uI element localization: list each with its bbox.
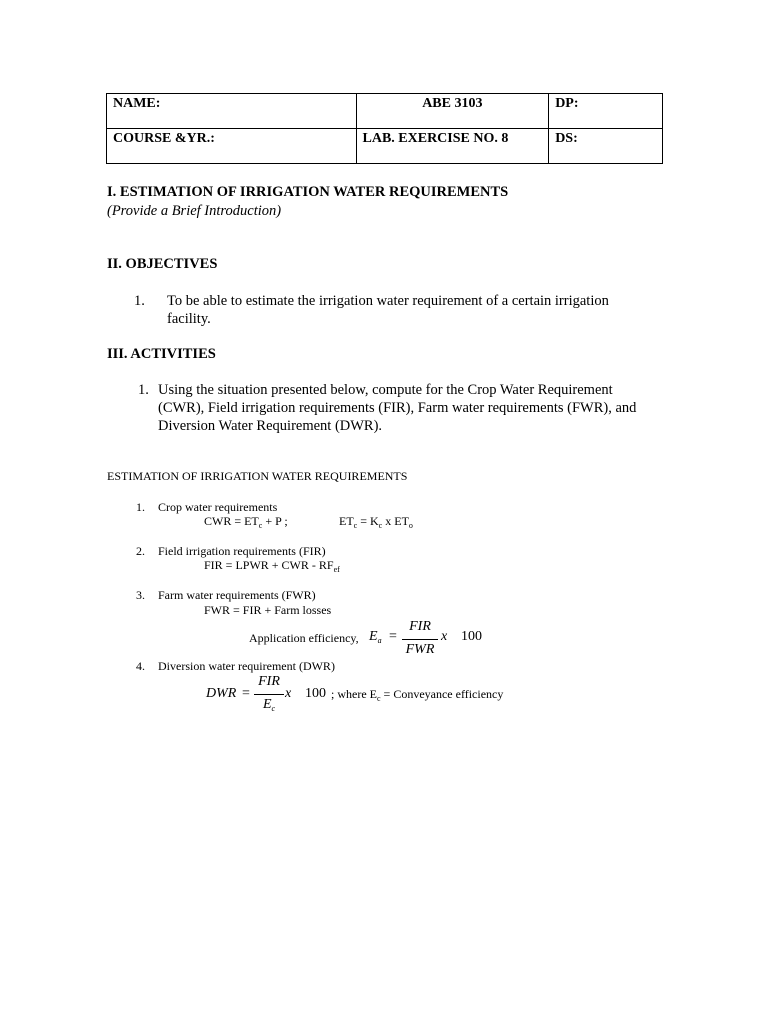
dwr-numerator: FIR xyxy=(258,674,280,689)
dp-cell xyxy=(549,94,663,129)
ea-numerator: FIR xyxy=(409,619,431,634)
est-item-4-label: Diversion water requirement (DWR) xyxy=(158,659,335,673)
course-yr-label: COURSE &YR.: xyxy=(113,131,215,146)
section-1-note: (Provide a Brief Introduction) xyxy=(107,203,282,219)
header-row-2 xyxy=(107,129,663,164)
activity-line-3: Diversion Water Requirement (DWR). xyxy=(158,418,383,434)
ea-fraction-line xyxy=(402,639,438,640)
section-1-title: I. ESTIMATION OF IRRIGATION WATER REQUIREMENTS xyxy=(107,184,509,200)
ds-cell xyxy=(549,129,663,164)
objective-num: 1. xyxy=(134,293,145,309)
estimation-heading: ESTIMATION OF IRRIGATION WATER REQUIREMENTS xyxy=(107,469,408,483)
etc-equation: $ET_c = K_c$ x $ET_o$ xyxy=(339,514,413,530)
objective-line-1: To be able to estimate the irrigation water requirement of a certain irrigation xyxy=(167,293,609,309)
ea-times: x xyxy=(441,629,448,644)
dwr-hundred: 100 xyxy=(305,686,326,701)
header-row-1 xyxy=(107,94,663,129)
activity-num: 1. xyxy=(138,382,149,398)
dwr-denominator: $E_c$ xyxy=(262,697,276,713)
name-label: NAME: xyxy=(113,96,161,111)
fir-equation: FIR = LPWR + CWR - $RF_{ef}$ xyxy=(204,558,340,574)
section-3-title: III. ACTIVITIES xyxy=(107,346,216,362)
fwr-equation: FWR = FIR + Farm losses xyxy=(204,603,332,617)
course-code: ABE 3103 xyxy=(422,96,483,111)
est-item-1-num: 1. xyxy=(136,500,145,514)
est-item-3-num: 3. xyxy=(136,588,145,602)
ea-hundred: 100 xyxy=(461,629,482,644)
dwr-times: x xyxy=(285,686,292,701)
est-item-2-num: 2. xyxy=(136,544,145,558)
activity-line-1: Using the situation presented below, compute for the Crop Water Requirement xyxy=(158,382,613,398)
ds-label: DS: xyxy=(555,131,578,146)
est-item-4-num: 4. xyxy=(136,659,145,673)
activity-line-2: (CWR), Field irrigation requirements (FIR), Farm water requirements (FWR), and xyxy=(158,400,637,416)
ea-variable: $E_a$ xyxy=(369,629,382,645)
dwr-note: ; where $E_c$ = Conveyance efficiency xyxy=(331,687,504,703)
est-item-1-label: Crop water requirements xyxy=(158,500,278,514)
est-item-3-label: Farm water requirements (FWR) xyxy=(158,588,316,602)
dp-label: DP: xyxy=(555,96,579,111)
ea-equals: = xyxy=(389,629,397,644)
course-code-cell xyxy=(356,94,549,129)
cwr-equation: CWR = $ET_c + P$ ; xyxy=(204,514,288,530)
application-efficiency-label: Application efficiency, xyxy=(249,631,359,645)
section-2-title: II. OBJECTIVES xyxy=(107,256,218,272)
dwr-lhs: DWR xyxy=(206,686,237,701)
lab-exercise: LAB. EXERCISE NO. 8 xyxy=(362,131,509,146)
est-item-2-label: Field irrigation requirements (FIR) xyxy=(158,544,326,558)
objective-line-2: facility. xyxy=(167,311,211,327)
course-yr-cell xyxy=(107,129,357,164)
lab-exercise-cell xyxy=(356,129,549,164)
header-table xyxy=(106,93,663,164)
ea-denominator: FWR xyxy=(405,642,435,657)
dwr-fraction-line xyxy=(254,694,284,695)
dwr-equals: = xyxy=(242,686,250,701)
name-cell xyxy=(107,94,357,129)
